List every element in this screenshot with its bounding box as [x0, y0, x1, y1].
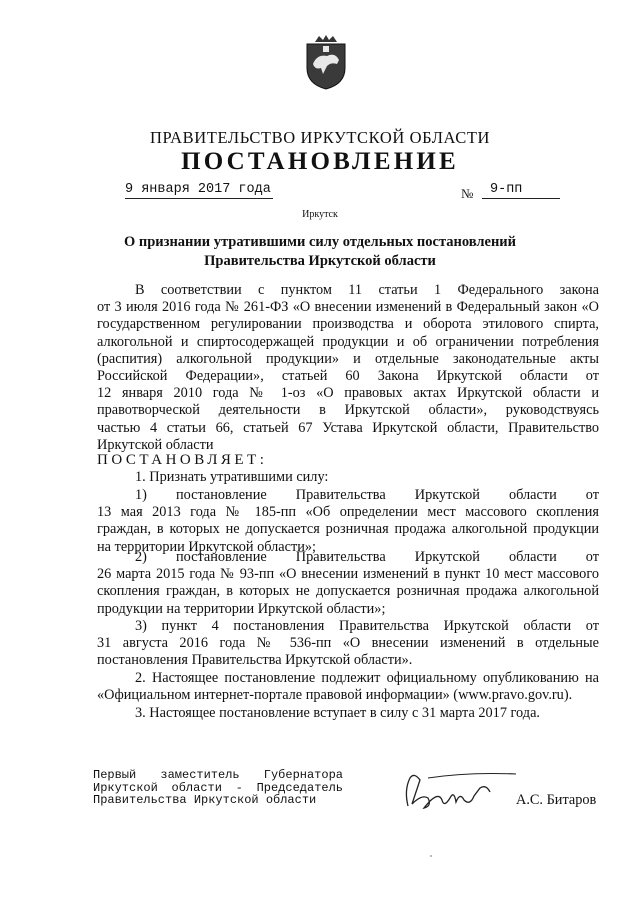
preamble-line: частью 4 статьи 66, статьей 67 Устава Иркутской области, Правительство — [97, 419, 599, 436]
subitem-2 — [97, 549, 599, 618]
preamble-line: Иркутской области — [97, 436, 214, 453]
document-number: 9-пп — [482, 182, 560, 199]
item-1-heading: 1. Признать утратившими силу: — [135, 469, 329, 485]
title-line-1: О признании утратившими силу отдельных постановлений — [123, 234, 517, 250]
subitem-line: 3) пункт 4 постановления Правительства Иркутской области от — [135, 618, 599, 634]
preamble-line: правотворческой деятельности в Иркутской области», руководствуясь — [97, 402, 599, 419]
subitem-3 — [97, 618, 599, 670]
item-2 — [97, 670, 599, 704]
item-1 — [97, 469, 599, 486]
preamble-paragraph — [97, 282, 599, 454]
resolves-label: ПОСТАНОВЛЯЕТ: — [97, 452, 268, 468]
scan-speck — [430, 855, 432, 857]
subitem-line: продукции на территории Иркутской области»; — [97, 600, 386, 617]
position-line: Правительства Иркутской области — [93, 793, 317, 807]
subitem-line: граждан, в которых не допускается розничная продажа алкогольной продукции — [97, 521, 599, 538]
subitem-line: скопления граждан, в которых не допускается розничная продажа алкогольной — [97, 583, 599, 600]
preamble-line: государственном регулировании производства и оборота этилового спирта, — [97, 316, 599, 333]
preamble-line: от 3 июля 2016 года № 261-ФЗ «О внесении изменений в Федеральный закон «О — [97, 299, 599, 316]
document-type-heading: ПОСТАНОВЛЕНИЕ — [181, 148, 459, 175]
subitem-line: на территории Иркутской области»; — [97, 538, 316, 555]
city-label: Иркутск — [302, 209, 338, 220]
preamble-line: (распития) алкогольной продукции» и отдельные законодательные акты — [97, 350, 599, 367]
document-title — [97, 233, 543, 271]
item-3-line: 3. Настоящее постановление вступает в силу с 31 марта 2017 года. — [135, 705, 540, 721]
signatory-position — [93, 769, 343, 807]
subitem-line: 2) постановление Правительства Иркутской области от — [135, 549, 599, 565]
handwritten-signature — [398, 770, 520, 812]
coat-of-arms-emblem — [301, 34, 351, 90]
subitem-line: 1) постановление Правительства Иркутской области от — [135, 487, 599, 503]
subitem-line: 13 мая 2013 года № 185-пп «Об определении мест массового скопления — [97, 504, 599, 521]
document-date: 9 января 2017 года — [125, 182, 271, 197]
item-2-line: «Официальном интернет-портале правовой информации» (www.pravo.gov.ru). — [97, 687, 573, 704]
preamble-line: В соответствии с пунктом 11 статьи 1 Федерального закона — [135, 282, 599, 298]
subitem-line: постановления Правительства Иркутской области». — [97, 652, 413, 669]
item-2-line: 2. Настоящее постановление подлежит официальному опубликованию на — [135, 670, 599, 686]
number-label: № — [461, 186, 474, 201]
government-heading: ПРАВИТЕЛЬСТВО ИРКУТСКОЙ ОБЛАСТИ — [149, 128, 491, 147]
preamble-line: 12 января 2010 года № 1-оз «О правовых актах Иркутской области и — [97, 385, 599, 402]
item-3 — [97, 705, 599, 722]
title-line-2: Правительства Иркутской области — [204, 253, 436, 269]
subitem-line: 26 марта 2015 года № 93-пп «О внесении изменений в пункт 10 мест массового — [97, 566, 599, 583]
position-line: Иркутской области - Председатель — [93, 780, 343, 795]
subitem-1 — [97, 487, 599, 556]
preamble-line: алкогольной и спиртосодержащей продукции и об ограничении потребления — [97, 333, 599, 350]
position-line: Первый заместитель Губернатора — [93, 768, 343, 782]
preamble-line: Российской Федерации», статьей 60 Закона Иркутской области от — [97, 368, 599, 385]
subitem-line: 31 августа 2016 года № 536-пп «О внесении изменений в отдельные — [97, 635, 599, 652]
signatory-name: А.С. Битаров — [516, 792, 597, 808]
